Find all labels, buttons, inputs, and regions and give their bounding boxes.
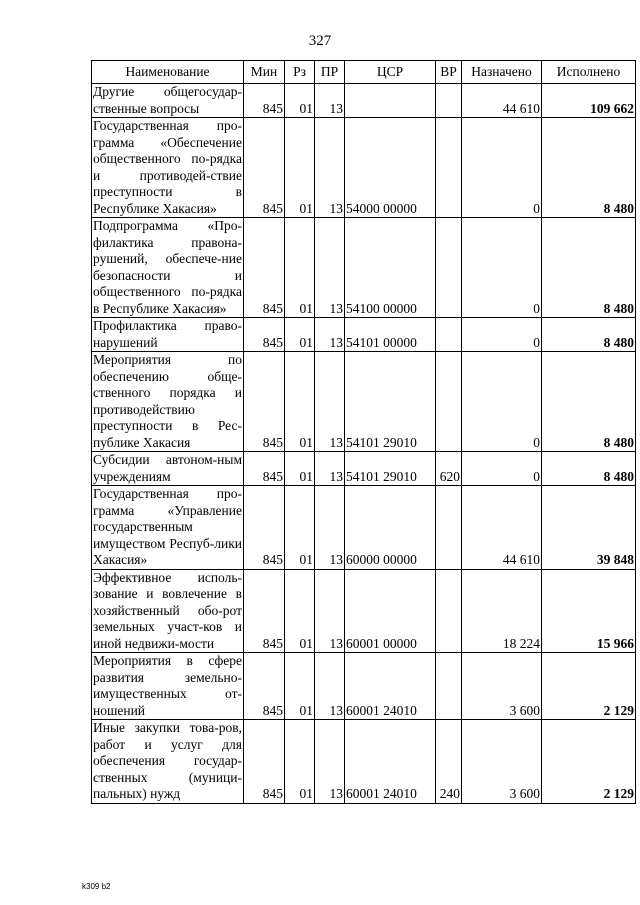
header-pr: ПР xyxy=(315,61,345,84)
cell-min: 845 xyxy=(244,486,285,570)
table-row xyxy=(92,720,636,804)
cell-name: Профилактика право-нарушений xyxy=(93,318,242,350)
page-number: 327 xyxy=(308,33,332,49)
cell-pr: 13 xyxy=(315,452,345,486)
cell-csr: 60001 00000 xyxy=(345,569,436,653)
cell-assigned: 0 xyxy=(462,318,542,352)
cell-min: 845 xyxy=(244,218,285,318)
cell-rz: 01 xyxy=(285,486,315,570)
footer-code: k309 b2 xyxy=(82,882,111,891)
cell-vr xyxy=(436,653,462,720)
cell-rz: 01 xyxy=(285,653,315,720)
cell-assigned: 3 600 xyxy=(462,720,542,804)
cell-rz: 01 xyxy=(285,452,315,486)
cell-vr xyxy=(436,352,462,452)
cell-executed: 39 848 xyxy=(542,486,636,570)
cell-rz: 01 xyxy=(285,218,315,318)
cell-name: Мероприятия в сфере развития земельно-имущественных от-ношений xyxy=(93,653,242,718)
cell-vr xyxy=(436,486,462,570)
cell-vr: 240 xyxy=(436,720,462,804)
cell-executed: 2 129 xyxy=(542,653,636,720)
table-body xyxy=(92,84,636,804)
cell-rz: 01 xyxy=(285,84,315,118)
budget-table xyxy=(91,60,636,804)
cell-assigned: 44 610 xyxy=(462,486,542,570)
cell-assigned: 44 610 xyxy=(462,84,542,118)
cell-vr xyxy=(436,118,462,218)
cell-pr: 13 xyxy=(315,118,345,218)
table-row xyxy=(92,318,636,352)
cell-pr: 13 xyxy=(315,569,345,653)
cell-assigned: 3 600 xyxy=(462,653,542,720)
cell-csr: 54101 29010 xyxy=(345,352,436,452)
cell-vr xyxy=(436,318,462,352)
cell-csr: 60001 24010 xyxy=(345,720,436,804)
cell-min: 845 xyxy=(244,653,285,720)
cell-executed: 15 966 xyxy=(542,569,636,653)
cell-rz: 01 xyxy=(285,569,315,653)
cell-min: 845 xyxy=(244,352,285,452)
cell-pr: 13 xyxy=(315,653,345,720)
table-row xyxy=(92,653,636,720)
table-row xyxy=(92,84,636,118)
table-row xyxy=(92,118,636,218)
cell-pr: 13 xyxy=(315,352,345,452)
header-name: Наименование xyxy=(92,61,244,84)
cell-executed: 8 480 xyxy=(542,318,636,352)
cell-rz: 01 xyxy=(285,118,315,218)
cell-vr: 620 xyxy=(436,452,462,486)
cell-pr: 13 xyxy=(315,318,345,352)
cell-name: Мероприятия по обеспечению обще-ственного порядка и противодействию преступности в Рес-публике Хакасия xyxy=(93,352,242,450)
cell-name: Государственная про-грамма «Управление государственным имуществом Респуб-лики Хакасия» xyxy=(93,486,242,567)
cell-assigned: 0 xyxy=(462,218,542,318)
cell-min: 845 xyxy=(244,569,285,653)
cell-assigned: 0 xyxy=(462,352,542,452)
cell-executed: 2 129 xyxy=(542,720,636,804)
cell-csr: 54101 29010 xyxy=(345,452,436,486)
cell-csr: 54100 00000 xyxy=(345,218,436,318)
cell-executed: 109 662 xyxy=(542,84,636,118)
cell-vr xyxy=(436,84,462,118)
cell-executed: 8 480 xyxy=(542,452,636,486)
cell-csr: 54101 00000 xyxy=(345,318,436,352)
header-vr: ВР xyxy=(436,61,462,84)
table-row xyxy=(92,569,636,653)
cell-pr: 13 xyxy=(315,720,345,804)
cell-min: 845 xyxy=(244,720,285,804)
cell-rz: 01 xyxy=(285,352,315,452)
cell-csr: 54000 00000 xyxy=(345,118,436,218)
cell-min: 845 xyxy=(244,452,285,486)
cell-name: Субсидии автоном-ным учреждениям xyxy=(93,452,242,484)
cell-executed: 8 480 xyxy=(542,352,636,452)
cell-assigned: 18 224 xyxy=(462,569,542,653)
cell-executed: 8 480 xyxy=(542,118,636,218)
header-min: Мин xyxy=(244,61,285,84)
cell-vr xyxy=(436,569,462,653)
header-executed: Исполнено xyxy=(542,61,636,84)
cell-rz: 01 xyxy=(285,720,315,804)
table-row xyxy=(92,452,636,486)
cell-csr xyxy=(345,84,436,118)
cell-pr: 13 xyxy=(315,84,345,118)
header-rz: Рз xyxy=(285,61,315,84)
cell-name: Государственная про-грамма «Обеспечение общественного по-рядка и противодей-ствие преступности в Республике Хакасия» xyxy=(93,118,242,216)
cell-assigned: 0 xyxy=(462,118,542,218)
cell-rz: 01 xyxy=(285,318,315,352)
cell-vr xyxy=(436,218,462,318)
cell-min: 845 xyxy=(244,118,285,218)
cell-min: 845 xyxy=(244,318,285,352)
cell-pr: 13 xyxy=(315,486,345,570)
cell-assigned: 0 xyxy=(462,452,542,486)
cell-csr: 60001 24010 xyxy=(345,653,436,720)
cell-executed: 8 480 xyxy=(542,218,636,318)
cell-csr: 60000 00000 xyxy=(345,486,436,570)
cell-name: Подпрограмма «Про-филактика правона-рушений, обеспече-ние безопасности и общественного по-рядка в Республике Хакасия» xyxy=(93,218,242,316)
header-assigned: Назначено xyxy=(462,61,542,84)
table-row xyxy=(92,486,636,570)
table-row xyxy=(92,218,636,318)
cell-name: Эффективное исполь-зование и вовлечение в хозяйственный обо-рот земельных участ-ков и иной недвижи-мости xyxy=(93,569,242,651)
cell-min: 845 xyxy=(244,84,285,118)
cell-name: Другие общегосудар-ственные вопросы xyxy=(93,84,242,116)
cell-pr: 13 xyxy=(315,218,345,318)
cell-name: Иные закупки това-ров, работ и услуг для обеспечения государ-ственных (муници-пальных) нужд xyxy=(93,720,242,801)
header-csr: ЦСР xyxy=(345,61,436,84)
table-header-row xyxy=(92,61,636,84)
table-row xyxy=(92,352,636,452)
